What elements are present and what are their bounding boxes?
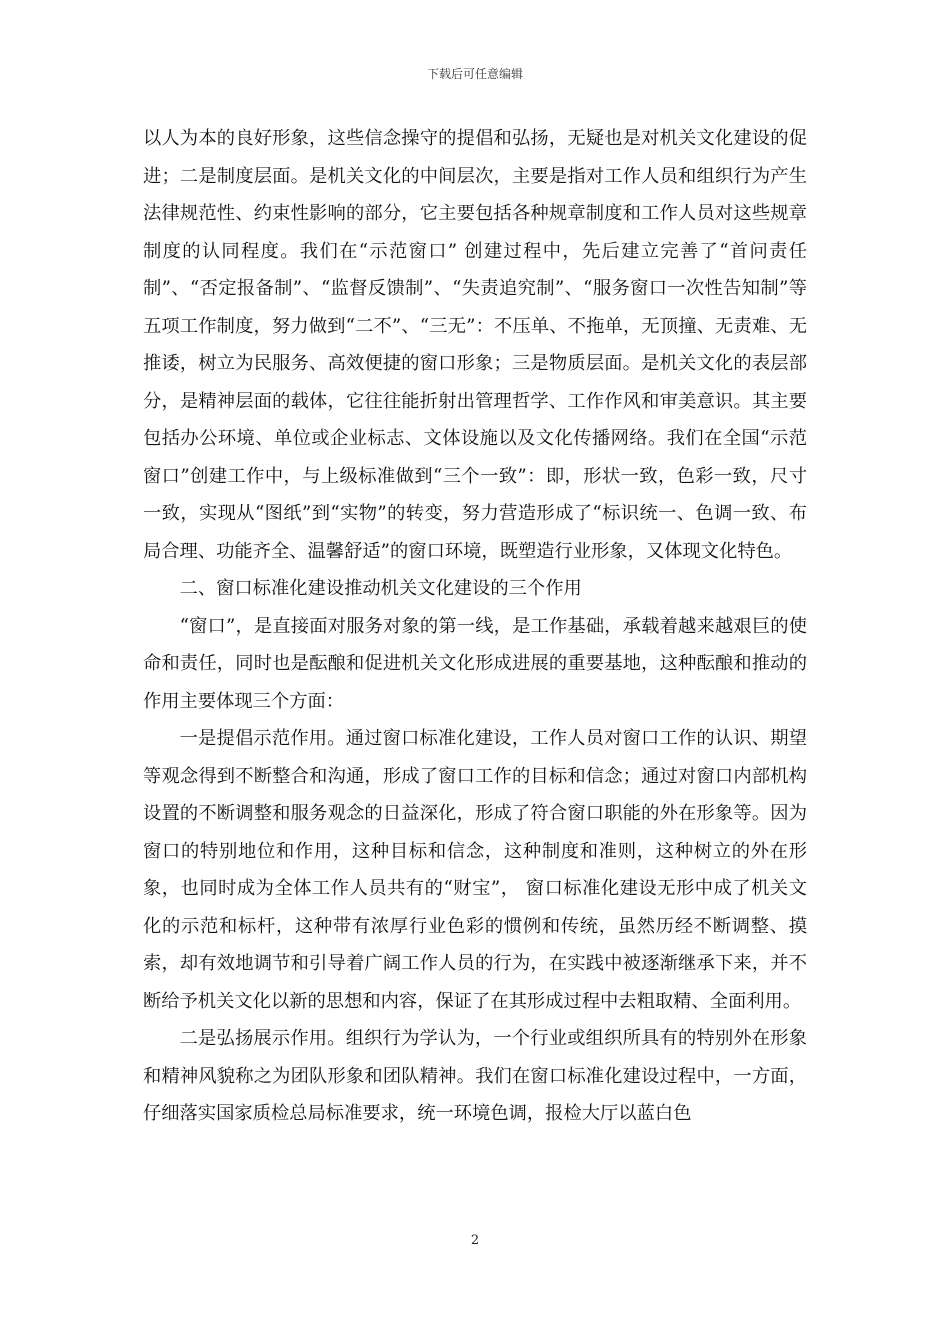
- paragraph-promotion-role: 二是弘扬展示作用。组织行为学认为，一个行业或组织所具有的特别外在形象和精神风貌称之为团队形象和团队精神。我们在窗口标准化建设过程中，一方面，仔细落实国家质检总局标准要求，统一环境色调，报检大厅以蓝白色: [143, 1028, 807, 1124]
- page-header: 下载后可任意编辑: [426, 67, 523, 81]
- paragraph-continuation: 以人为本的良好形象，这些信念操守的提倡和弘扬，无疑也是对机关文化建设的促进；二是制度层面。是机关文化的中间层次，主要是指对工作人员和组织行为产生法律规范性、约束性影响的部分，它主要包括各种规章制度和工作人员对这些规章制度的认同程度。我们在“示范窗口” 创建过程中，先后建立完善了“首问责任制”、“否定报备制”、“监督反馈制”、“失责追究制”、“服务窗口一次性告知制”等五项工作制度，努力做到“二不”、“三无”：不压单、不拖单，无顶撞、无责难、无推诿，树立为民服务、高效便捷的窗口形象；三是物质层面。是机关文化的表层部分，是精神层面的载体，它往往能折射出管理哲学、工作作风和审美意识。其主要包括办公环境、单位或企业标志、文体设施以及文化传播网络。我们在全国“示范窗口”创建工作中，与上级标准做到“三个一致”：即，形状一致，色彩一致，尺寸一致，实现从“图纸”到“实物”的转变，努力营造形成了“标识统一、色调一致、布局合理、功能齐全、温馨舒适”的窗口环境，既塑造行业形象，又体现文化特色。: [143, 128, 807, 562]
- section-heading: 二、窗口标准化建设推动机关文化建设的三个作用: [179, 578, 582, 599]
- page-number: 2: [470, 1233, 480, 1248]
- document-body: [143, 120, 807, 1133]
- paragraph-window-intro: “窗口”，是直接面对服务对象的第一线，是工作基础，承载着越来越艰巨的使命和责任，同时也是酝酿和促进机关文化形成进展的重要基地，这种酝酿和推动的作用主要体现三个方面：: [143, 615, 807, 712]
- paragraph-demonstration-role: 一是提倡示范作用。通过窗口标准化建设，工作人员对窗口工作的认识、期望等观念得到不断整合和沟通，形成了窗口工作的目标和信念；通过对窗口内部机构设置的不断调整和服务观念的日益深化，形成了符合窗口职能的外在形象等。因为窗口的特别地位和作用，这种目标和信念，这种制度和准则，这种树立的外在形象，也同时成为全体工作人员共有的“财宝”， 窗口标准化建设无形中成了机关文化的示范和标杆，这种带有浓厚行业色彩的惯例和传统，虽然历经不断调整、摸索，却有效地调节和引导着广阔工作人员的行为，在实践中被逐渐继承下来，并不断给予机关文化以新的思想和内容，保证了在其形成过程中去粗取精、全面利用。: [143, 728, 807, 1012]
